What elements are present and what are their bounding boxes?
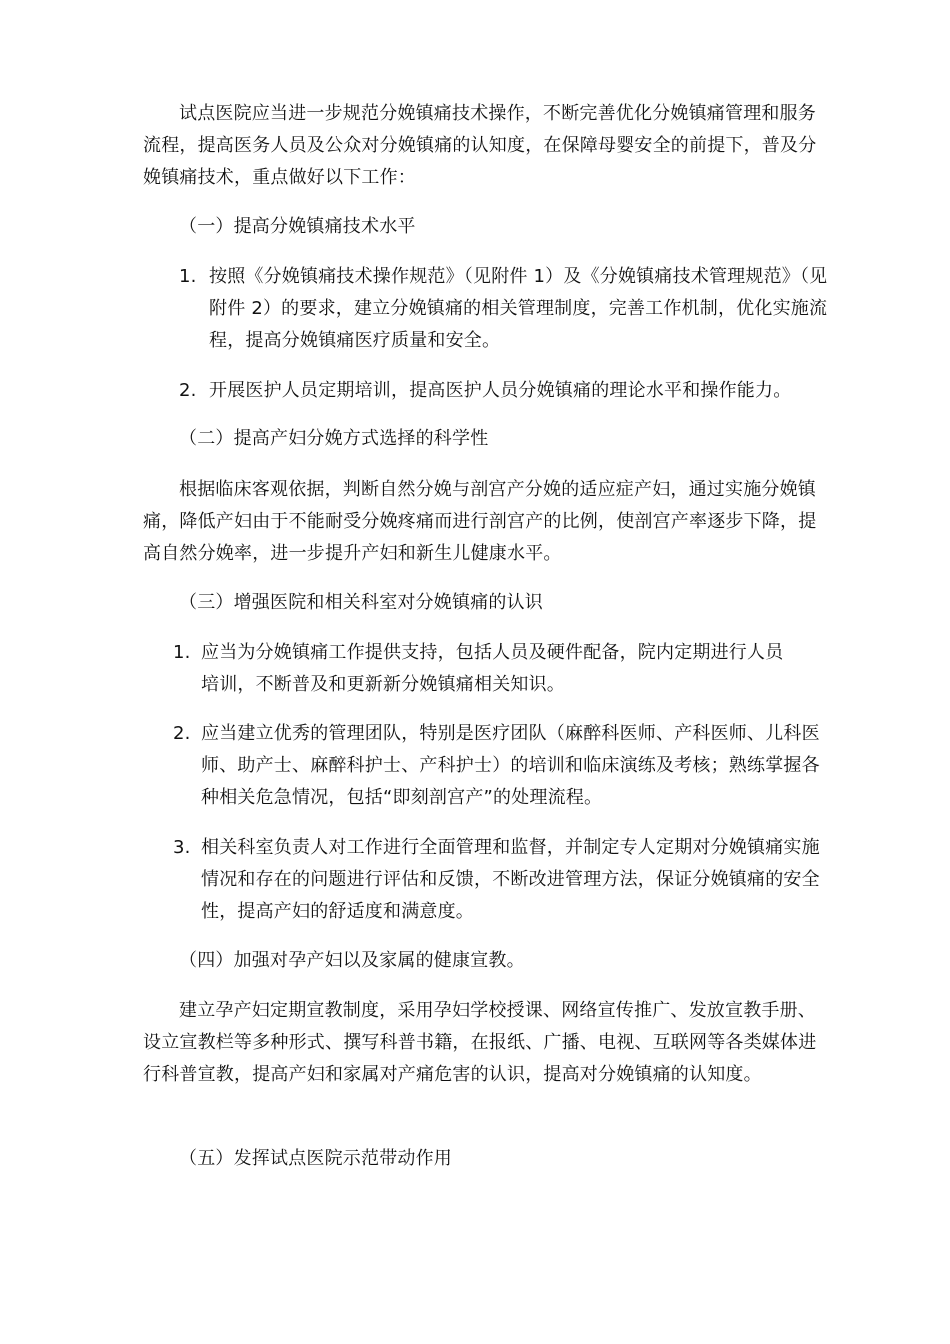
list-number: 2. xyxy=(173,723,191,744)
list-item-text: 应当建立优秀的管理团队，特别是医疗团队（麻醉科医师、产科医师、儿科医师、助产士、麻醉科护士、产科护士）的培训和临床演练及考核；熟练掌握各种相关危急情况，包括“即刻剖宫产”的处理流程。 xyxy=(201,723,820,808)
list-number: 1. xyxy=(173,642,191,663)
list-item-text: 开展医护人员定期培训，提高医护人员分娩镇痛的理论水平和操作能力。 xyxy=(209,380,792,401)
list-number: 1. xyxy=(179,266,197,287)
section-3-item-1 xyxy=(143,637,797,701)
list-number: 3. xyxy=(173,837,191,858)
list-number: 2. xyxy=(179,380,197,401)
section-4-paragraph: 建立孕产妇定期宣教制度，采用孕妇学校授课、网络宣传推广、发放宣教手册、设立宣教栏等多种形式、撰写科普书籍，在报纸、广播、电视、互联网等各类媒体进行科普宣教，提高产妇和家属对产痛危害的认识，提高对分娩镇痛的认知度。 xyxy=(143,1000,817,1085)
section-1-item-1 xyxy=(143,261,837,357)
section-2-heading: （二）提高产妇分娩方式选择的科学性 xyxy=(179,428,489,449)
section-3-heading: （三）增强医院和相关科室对分娩镇痛的认识 xyxy=(179,592,543,613)
section-4-heading: （四）加强对孕产妇以及家属的健康宣教。 xyxy=(179,950,525,971)
section-2-paragraph: 根据临床客观依据，判断自然分娩与剖宫产分娩的适应症产妇，通过实施分娩镇痛，降低产妇由于不能耐受分娩疼痛而进行剖宫产的比例，使剖宫产率逐步下降，提高自然分娩率，进一步提升产妇和新生儿健康水平。 xyxy=(143,479,817,564)
list-item-text: 相关科室负责人对工作进行全面管理和监督，并制定专人定期对分娩镇痛实施情况和存在的问题进行评估和反馈，不断改进管理方法，保证分娩镇痛的安全性，提高产妇的舒适度和满意度。 xyxy=(201,837,820,922)
intro-paragraph: 试点医院应当进一步规范分娩镇痛技术操作，不断完善优化分娩镇痛管理和服务流程，提高医务人员及公众对分娩镇痛的认知度，在保障母婴安全的前提下，普及分娩镇痛技术，重点做好以下工作： xyxy=(143,103,817,188)
section-1-heading: （一）提高分娩镇痛技术水平 xyxy=(179,216,416,237)
list-item-text: 按照《分娩镇痛技术操作规范》（见附件 1）及《分娩镇痛技术管理规范》（见附件 2）的要求，建立分娩镇痛的相关管理制度，完善工作机制，优化实施流程，提高分娩镇痛医疗质量和安全。 xyxy=(209,266,828,351)
list-item-text: 应当为分娩镇痛工作提供支持，包括人员及硬件配备，院内定期进行人员培训，不断普及和更新新分娩镇痛相关知识。 xyxy=(201,642,784,695)
section-1-item-2 xyxy=(143,375,837,407)
section-5-heading: （五）发挥试点医院示范带动作用 xyxy=(179,1148,452,1169)
section-3-item-3 xyxy=(143,832,837,928)
section-3-item-2 xyxy=(143,718,837,814)
